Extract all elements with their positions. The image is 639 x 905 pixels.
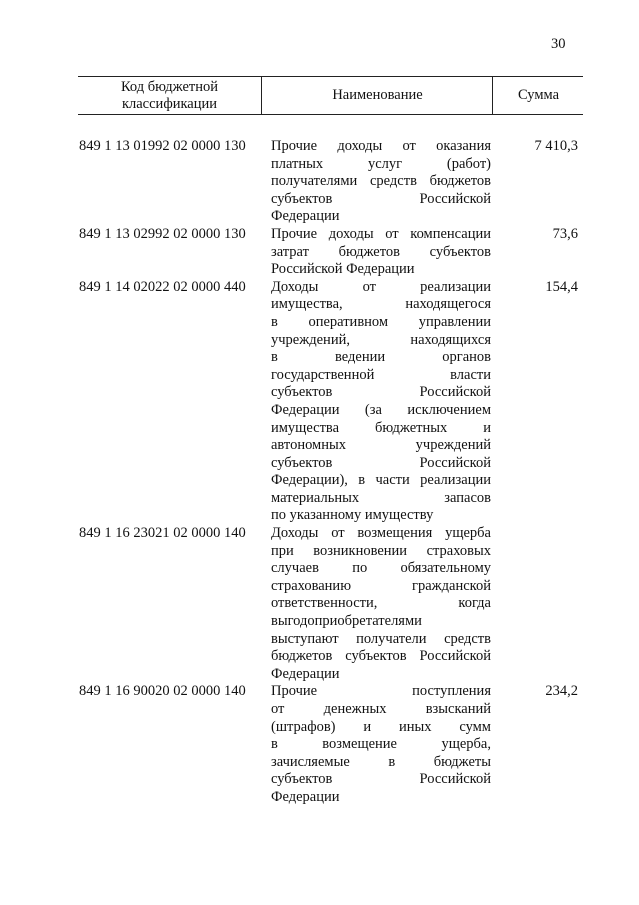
revenue-name-line: зачисляемые в бюджеты xyxy=(271,753,491,770)
header-name: Наименование xyxy=(261,77,493,114)
table-row xyxy=(0,525,639,683)
header-code: Код бюджетной классификации xyxy=(120,78,218,112)
revenue-name-line: Федерации xyxy=(271,208,340,225)
budget-code: 849 1 14 02022 02 0000 440 xyxy=(79,278,246,295)
revenue-name-line: имущества, находящегося xyxy=(271,296,491,313)
revenue-name-line: при возникновении страховых xyxy=(271,542,491,559)
revenue-name-line: (штрафов) и иных сумм xyxy=(271,718,491,735)
revenue-name-line: ответственности, когда xyxy=(271,595,491,612)
budget-code: 849 1 16 23021 02 0000 140 xyxy=(79,525,246,542)
revenue-name-line: автономных учреждений xyxy=(271,437,491,454)
revenue-name-line: платных услуг (работ) xyxy=(271,155,491,172)
revenue-name xyxy=(271,138,491,226)
revenue-name-line: по указанному имуществу xyxy=(271,507,434,524)
revenue-name-line: Доходы от возмещения ущерба xyxy=(271,525,491,542)
revenue-name-line: Российской Федерации xyxy=(271,261,415,278)
revenue-name-line: в возмещение ущерба, xyxy=(271,736,491,753)
revenue-name xyxy=(271,525,491,683)
revenue-name-line: Прочие доходы от оказания xyxy=(271,138,491,154)
revenue-name xyxy=(271,226,491,279)
revenue-name-line: Федерации), в части реализации xyxy=(271,472,491,489)
revenue-name-line: материальных запасов xyxy=(271,489,491,506)
revenue-name-line: Прочие доходы от компенсации xyxy=(271,225,491,242)
revenue-name-line: субъектов Российской xyxy=(271,771,491,788)
revenue-name-line: Федерации (за исключением xyxy=(271,401,491,418)
revenue-name-line: субъектов Российской xyxy=(271,454,491,471)
revenue-name-line: Доходы от реализации xyxy=(271,278,491,295)
table-header xyxy=(78,76,583,115)
budget-code: 849 1 13 01992 02 0000 130 xyxy=(79,138,246,154)
revenue-name-line: субъектов Российской xyxy=(271,384,491,401)
revenue-name-line: Прочие поступления xyxy=(271,683,491,700)
revenue-name-line: государственной власти xyxy=(271,366,491,383)
revenue-name-line: Федерации xyxy=(271,788,340,805)
page-number: 30 xyxy=(551,36,566,52)
revenue-name-line: выступают получатели средств xyxy=(271,630,491,647)
table-body xyxy=(0,138,639,807)
revenue-name xyxy=(271,683,491,806)
table-row xyxy=(0,138,639,226)
revenue-name-line: в оперативном управлении xyxy=(271,313,491,330)
revenue-name-line: субъектов Российской xyxy=(271,190,491,207)
table-row xyxy=(0,683,639,806)
revenue-name-line: в ведении органов xyxy=(271,349,491,366)
amount: 7 410,3 xyxy=(534,138,578,154)
revenue-name-line: имущества бюджетных и xyxy=(271,419,491,436)
revenue-name-line: затрат бюджетов субъектов xyxy=(271,243,491,260)
revenue-name-line: случаев по обязательному xyxy=(271,560,491,577)
header-sum: Сумма xyxy=(492,77,584,114)
budget-code: 849 1 16 90020 02 0000 140 xyxy=(79,683,246,700)
revenue-name-line: учреждений, находящихся xyxy=(271,331,491,348)
revenue-name-line: получателями средств бюджетов xyxy=(271,173,491,190)
revenue-name-line: выгодоприобретателями xyxy=(271,613,422,630)
amount: 154,4 xyxy=(545,278,578,295)
budget-code: 849 1 13 02992 02 0000 130 xyxy=(79,225,246,242)
table-row xyxy=(0,279,639,525)
revenue-name-line: бюджетов субъектов Российской xyxy=(271,648,491,665)
amount: 234,2 xyxy=(545,683,578,700)
revenue-name xyxy=(271,279,491,525)
amount: 73,6 xyxy=(552,225,578,242)
revenue-name-line: страхованию гражданской xyxy=(271,577,491,594)
revenue-name-line: Федерации xyxy=(271,665,340,682)
table-row xyxy=(0,226,639,279)
revenue-name-line: от денежных взысканий xyxy=(271,701,491,717)
